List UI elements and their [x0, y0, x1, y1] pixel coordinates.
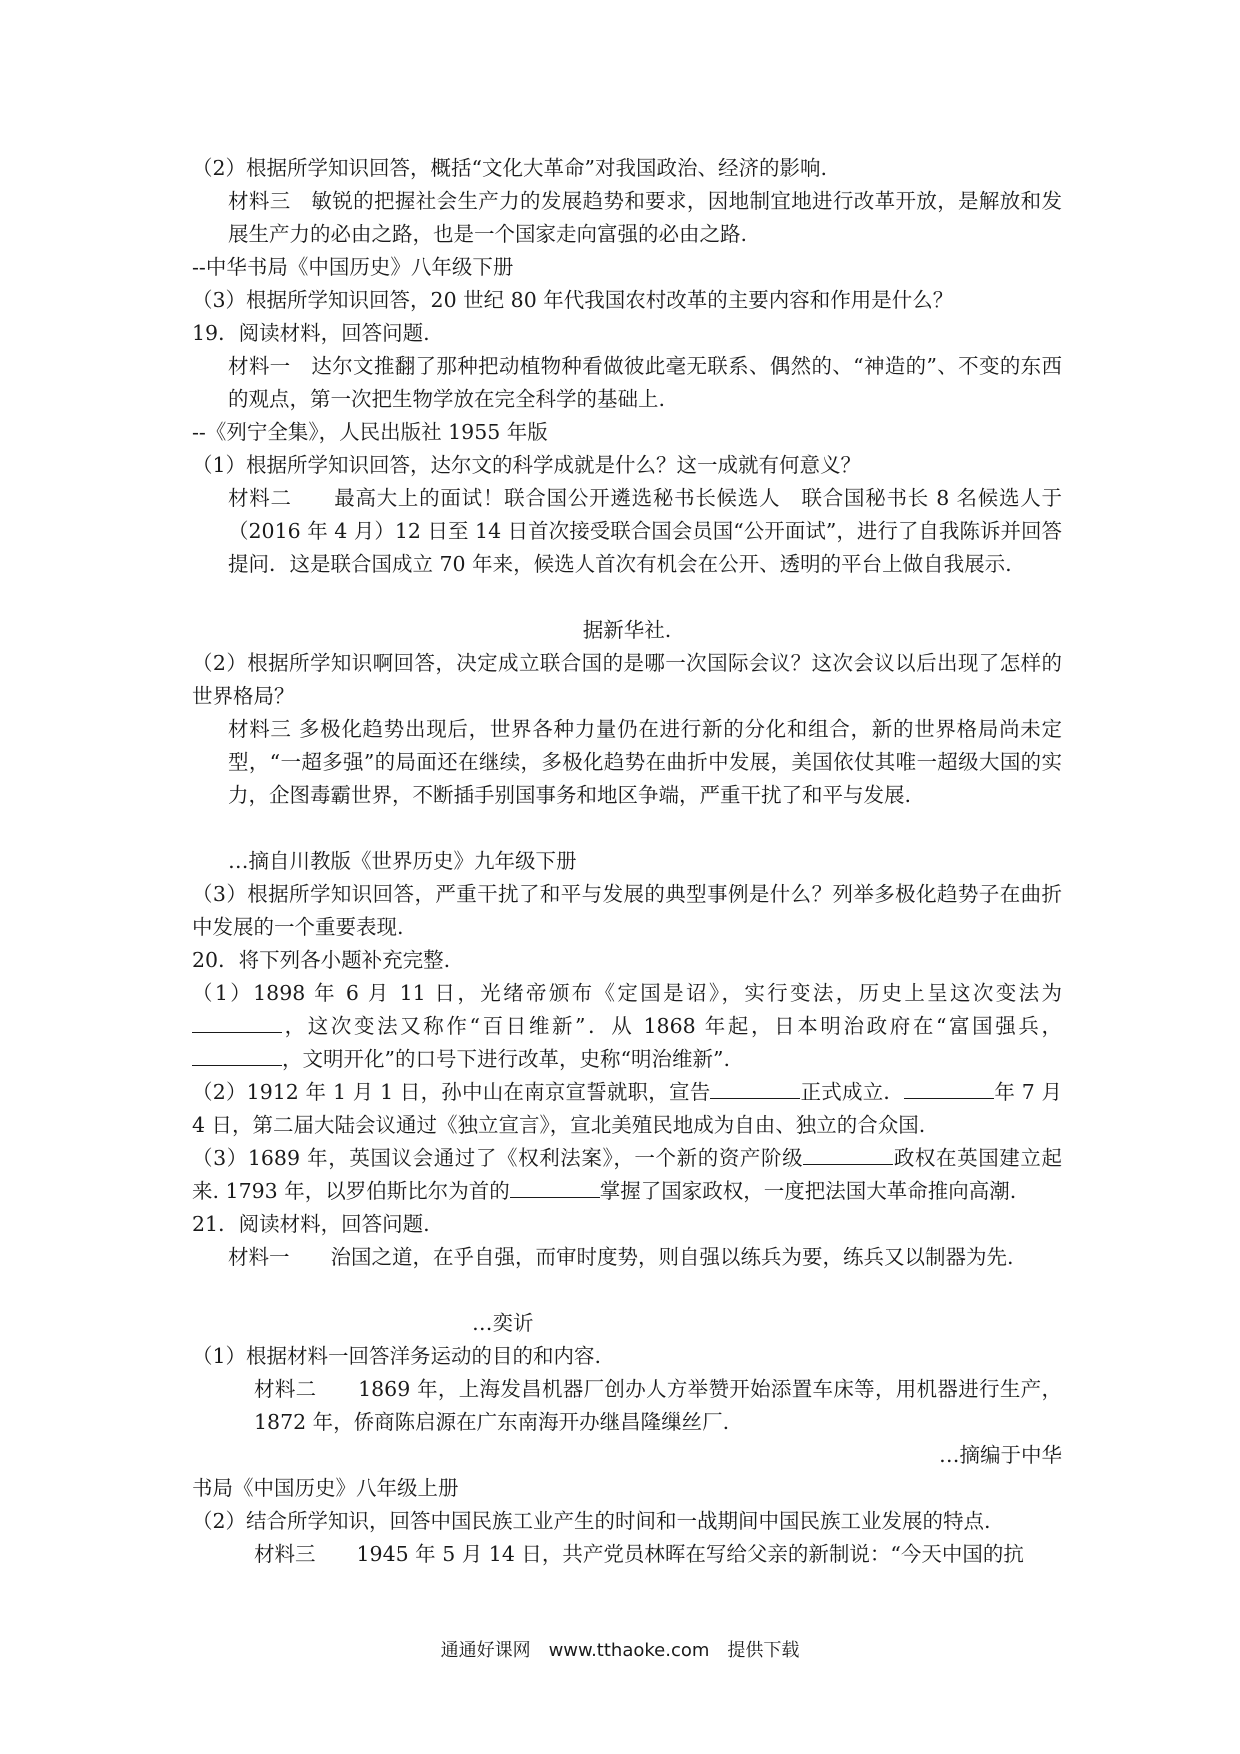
fill-blank[interactable] [803, 1144, 893, 1165]
q20-3-part-c: 掌握了国家政权，一度把法国大革命推向高潮. [599, 1179, 1017, 1203]
q19-material-one-source: --《列宁全集》，人民出版社 1955 年版 [192, 420, 548, 444]
document-body [192, 152, 1062, 1571]
q20-1-part-a: （1）1898 年 6 月 11 日，光绪帝颁布《定国是诏》，实行变法，历史上呈这次变法为 [192, 981, 1062, 1005]
question-20-heading: 20．将下列各小题补充完整. [192, 948, 451, 972]
q19-material-two-source: 据新华社. [582, 618, 672, 642]
q20-2-part-c: 年 7 月 4 日，第二届大陆会议通过《独立宣言》，宣北美殖民地成为自由、独立的合众国. [192, 1080, 1063, 1137]
q19-material-two-text: 材料二 最高大上的面试！联合国公开遴选秘书长候选人 联合国秘书长 8 名候选人于（2016 年 4 月）12 日至 14 日首次接受联合国会员国“公开面试”，进行了自我陈诉并回答提问．这是联合国成立 70 年来，候选人首次有机会在公开、透明的平台上做自我展示. [228, 486, 1062, 576]
q20-2-part-b: 正式成立． [800, 1080, 905, 1104]
question-20-2 [192, 1076, 1062, 1142]
q21-material-two-text: 材料二 1869 年，上海发昌机器厂创办人方举赞开始添置车床等，用机器进行生产，1872 年，侨商陈启源在广东南海开办继昌隆缫丝厂. [254, 1377, 1062, 1434]
page-footer: 通通好课网 www.tthaoke.com 提供下载 [440, 1640, 800, 1661]
q20-1-part-b: ，这次变法又称作“百日维新”．从 1868 年起，日本明治政府在“富国强兵， [282, 1014, 1062, 1038]
q19-material-one-text: 材料一 达尔文推翻了那种把动植物种看做彼此毫无联系、偶然的、“神造的”、不变的东西的观点，第一次把生物学放在完全科学的基础上. [228, 354, 1062, 411]
question-19-3: （3）根据所学知识回答，严重干扰了和平与发展的典型事例是什么？列举多极化趋势子在曲折中发展的一个重要表现. [192, 882, 1062, 939]
q20-2-part-a: （2）1912 年 1 月 1 日，孙中山在南京宣誓就职，宣告 [192, 1080, 711, 1104]
question-18-3: （3）根据所学知识回答，20 世纪 80 年代我国农村改革的主要内容和作用是什么？ [192, 288, 954, 312]
q20-1-part-c: ，文明开化”的口号下进行改革，史称“明治维新”. [282, 1047, 730, 1071]
q21-material-two-source-cont: 书局《中国历史》八年级上册 [192, 1476, 459, 1500]
q19-material-three-source: …摘自川教版《世界历史》九年级下册 [228, 849, 577, 873]
fill-blank[interactable] [710, 1078, 800, 1099]
question-19-1: （1）根据所学知识回答，达尔文的科学成就是什么？这一成就有何意义？ [192, 453, 862, 477]
question-20-1 [192, 977, 1062, 1076]
q21-material-one-source: …奕䜣 [472, 1311, 534, 1335]
q20-3-part-a: （3）1689 年，英国议会通过了《权利法案》，一个新的资产阶级 [192, 1146, 804, 1170]
q21-material-two-source: …摘编于中华 [939, 1443, 1062, 1467]
question-19-heading: 19．阅读材料，回答问题. [192, 321, 430, 345]
q20-3-part-b: 政权在英国建立起来. 1793 年，以罗伯斯比尔为首的 [192, 1146, 1062, 1203]
q21-material-three-text: 材料三 1945 年 5 月 14 日，共产党员林晖在写给父亲的新制说：“今天中国的抗 [254, 1542, 1024, 1566]
material-three-source: --中华书局《中国历史》八年级下册 [192, 255, 514, 279]
q19-material-three-text: 材料三 多极化趋势出现后，世界各种力量仍在进行新的分化和组合，新的世界格局尚未定型，“一超多强”的局面还在继续，多极化趋势在曲折中发展，美国依仗其唯一超级大国的实力，企图毒霸世界，不断插手别国事务和地区争端，严重干扰了和平与发展. [228, 717, 1062, 807]
material-three-text: 材料三 敏锐的把握社会生产力的发展趋势和要求，因地制宜地进行改革开放，是解放和发展生产力的必由之路，也是一个国家走向富强的必由之路. [228, 189, 1062, 246]
question-21-1: （1）根据材料一回答洋务运动的目的和内容. [192, 1344, 602, 1368]
question-21-2: （2）结合所学知识，回答中国民族工业产生的时间和一战期间中国民族工业发展的特点. [192, 1509, 991, 1533]
fill-blank[interactable] [192, 1045, 282, 1066]
question-21-heading: 21．阅读材料，回答问题. [192, 1212, 430, 1236]
fill-blank[interactable] [192, 1012, 282, 1033]
question-20-3 [192, 1142, 1062, 1208]
fill-blank[interactable] [904, 1078, 994, 1099]
q21-material-one-text: 材料一 治国之道，在乎自强，而审时度势，则自强以练兵为要，练兵又以制器为先. [228, 1245, 1014, 1269]
question-19-2: （2）根据所学知识啊回答，决定成立联合国的是哪一次国际会议？这次会议以后出现了怎样的世界格局？ [192, 651, 1062, 708]
question-18-2: （2）根据所学知识回答，概括“文化大革命”对我国政治、经济的影响. [192, 156, 828, 180]
fill-blank[interactable] [510, 1177, 600, 1198]
